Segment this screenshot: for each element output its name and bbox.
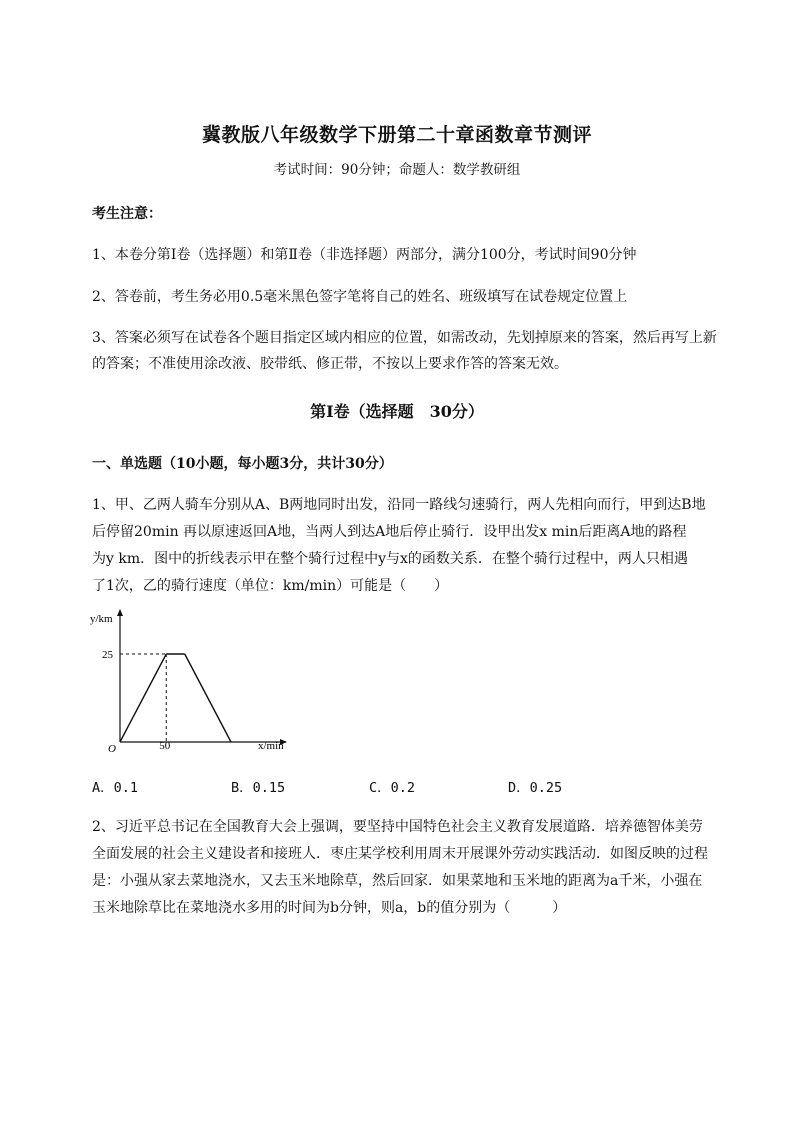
notice-item-2: 2、答卷前，考生务必用0.5毫米黑色签字笔将自己的姓名、班级填写在试卷规定位置上 [92, 289, 628, 305]
notice-heading: 考生注意： [92, 206, 162, 222]
q2-line-2: 全面发展的社会主义建设者和接班人．枣庄某学校利用周末开展课外劳动实践活动．如图反映的过程 [92, 846, 708, 862]
q2-line-4: 玉米地除草比在菜地浇水多用的时间为b分钟，则a，b的值分别为（ ） [92, 900, 567, 916]
q1-line-2: 后停留20min 再以原速返回A地，当两人到达A地后停止骑行．设甲出发x min后距离A地的路程 [92, 524, 687, 540]
q2-line-3: 是：小强从家去菜地浇水，又去玉米地除草，然后回家．如果菜地和玉米地的距离为a千米，小强在 [92, 873, 703, 889]
y-axis-label: y/km [90, 613, 113, 625]
q1-line-4: 了1次，乙的骑行速度（单位：km/min）可能是（ ） [92, 578, 449, 594]
y-tick-label: 25 [102, 649, 113, 661]
x-tick-label: 50 [159, 740, 171, 752]
q1-option-c[interactable]: C．0.2 [369, 780, 416, 796]
q1-line-1: 1、甲、乙两人骑车分别从A、B两地同时出发，沿同一路线匀速骑行，两人先相向而行，甲到达B地 [92, 497, 706, 513]
graph-segment-1 [120, 654, 166, 742]
notice-item-1: 1、本卷分第I卷（选择题）和第Ⅱ卷（非选择题）两部分，满分100分，考试时间90分钟 [92, 247, 637, 263]
q1-option-a[interactable]: A．0.1 [92, 780, 139, 796]
exam-info: 考试时间：90分钟；命题人：数学教研组 [273, 162, 521, 178]
part-heading: 一、单选题（10小题，每小题3分，共计30分） [92, 456, 393, 472]
origin-label: O [108, 743, 116, 755]
x-axis-label: x/min [258, 740, 284, 752]
graph-segment-3 [185, 654, 231, 742]
q1-line-3: 为y km．图中的折线表示甲在整个骑行过程中y与x的函数关系．在整个骑行过程中，两人只相遇 [92, 551, 688, 567]
notice-item-3: 3、答案必须写在试卷各个题目指定区域内相应的位置，如需改动，先划掉原来的答案，然后再写上新 [92, 330, 717, 346]
q1-option-b[interactable]: B．0.15 [231, 780, 286, 796]
section-title: 第I卷（选择题 30分） [310, 402, 484, 421]
q1-graph [86, 602, 306, 762]
q2-line-1: 2、习近平总书记在全国教育大会上强调，要坚持中国特色社会主义教育发展道路．培养德智体美劳 [92, 819, 703, 835]
notice-item-3-cont: 的答案；不准使用涂改液、胶带纸、修正带，不按以上要求作答的答案无效。 [92, 356, 568, 372]
q1-option-d[interactable]: D．0.25 [508, 780, 563, 796]
page-title: 冀教版八年级数学下册第二十章函数章节测评 [201, 124, 592, 146]
